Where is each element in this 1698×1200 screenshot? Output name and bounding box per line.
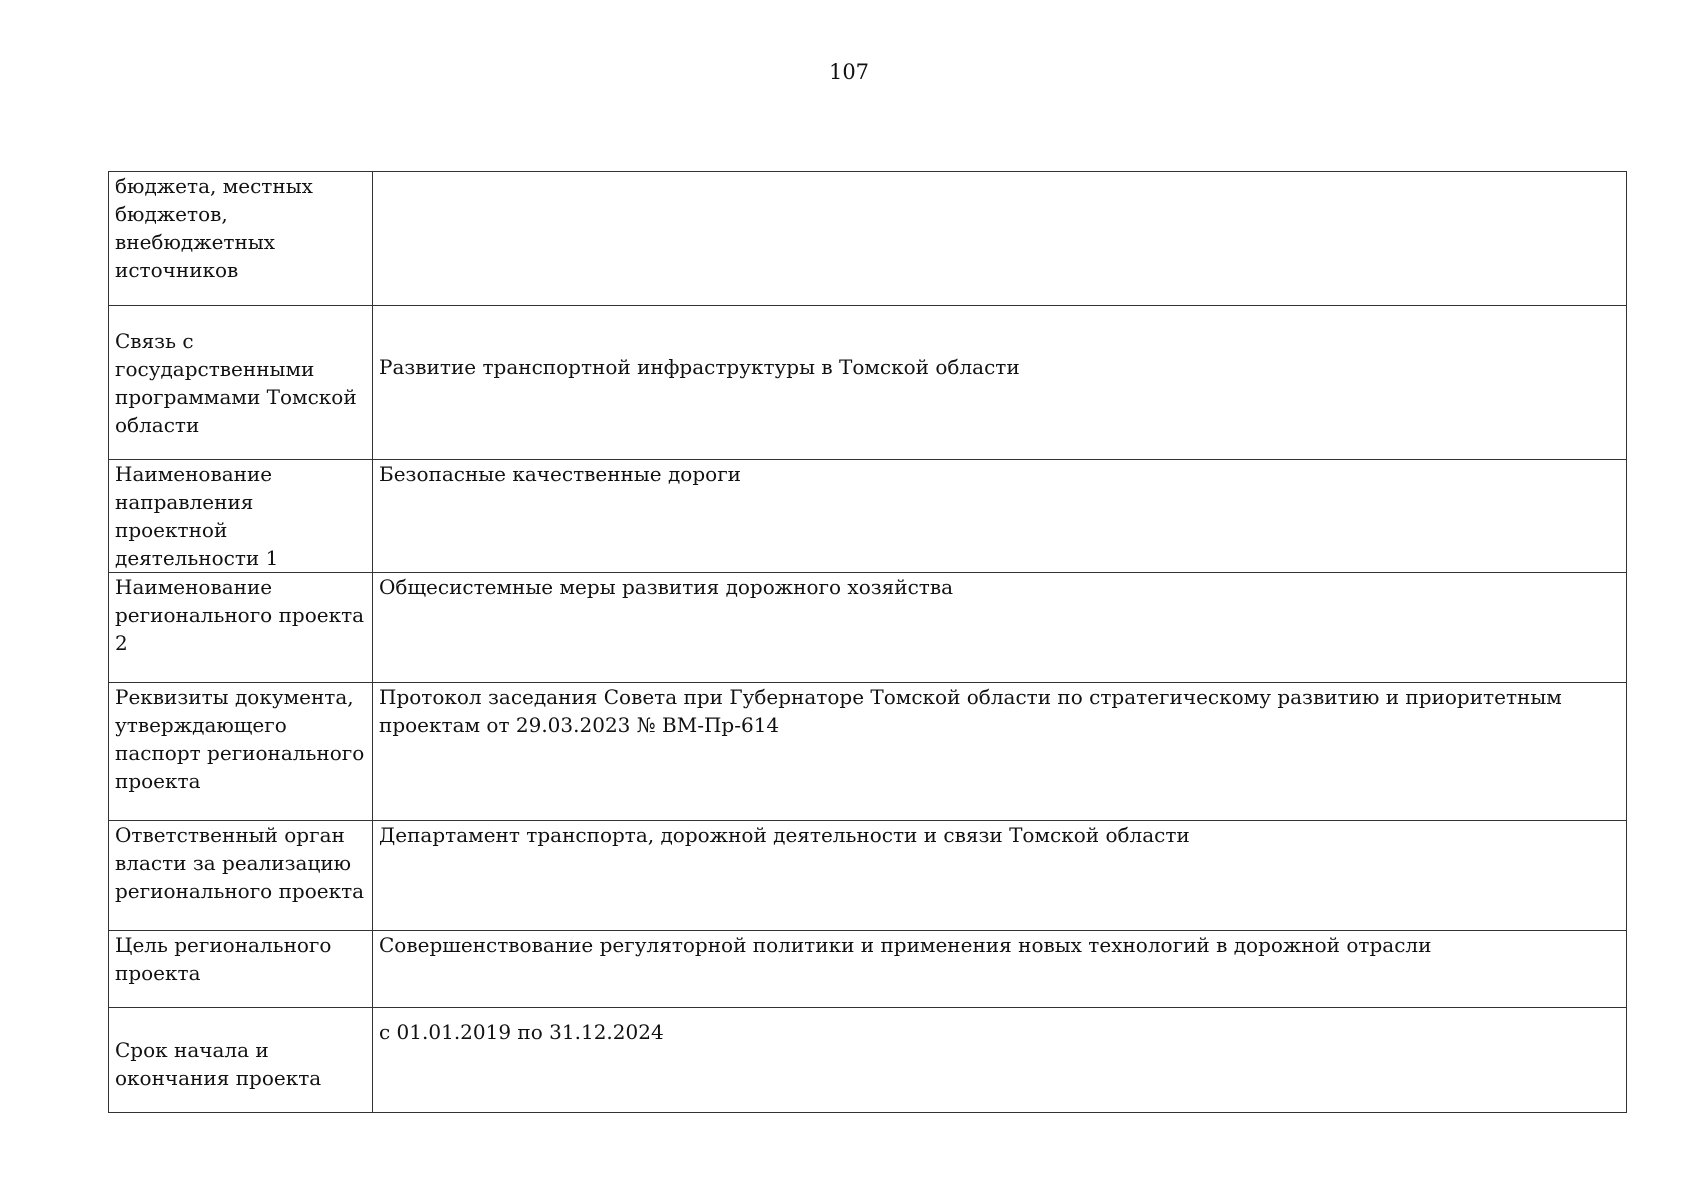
row-value-regional-project-name: Общесистемные меры развития дорожного хозяйства bbox=[373, 573, 1627, 683]
table-row bbox=[109, 460, 1627, 573]
row-value-state-programs: Развитие транспортной инфраструктуры в Томской области bbox=[373, 306, 1627, 460]
row-value-project-direction: Безопасные качественные дороги bbox=[373, 460, 1627, 573]
row-label-approving-document: Реквизиты документа, утверждающего паспорт регионального проекта bbox=[109, 683, 373, 821]
table-row bbox=[109, 683, 1627, 821]
row-label-project-goal: Цель регионального проекта bbox=[109, 931, 373, 1008]
row-label-funding-sources: бюджета, местных бюджетов, внебюджетных источников bbox=[109, 172, 373, 306]
row-value-responsible-authority: Департамент транспорта, дорожной деятельности и связи Томской области bbox=[373, 821, 1627, 931]
page-number: 107 bbox=[828, 60, 870, 84]
table-row bbox=[109, 821, 1627, 931]
project-passport-table bbox=[108, 171, 1627, 1113]
table-row bbox=[109, 306, 1627, 460]
table-row bbox=[109, 172, 1627, 306]
row-value-project-period: с 01.01.2019 по 31.12.2024 bbox=[373, 1008, 1627, 1113]
table-row bbox=[109, 573, 1627, 683]
row-label-responsible-authority: Ответственный орган власти за реализацию регионального проекта bbox=[109, 821, 373, 931]
table-row bbox=[109, 931, 1627, 1008]
row-value-funding-sources bbox=[373, 172, 1627, 306]
row-label-project-direction: Наименование направления проектной деятельности 1 bbox=[109, 460, 373, 573]
row-label-project-period: Срок начала и окончания проекта bbox=[109, 1008, 373, 1113]
row-value-project-goal: Совершенствование регуляторной политики и применения новых технологий в дорожной отрасли bbox=[373, 931, 1627, 1008]
row-value-approving-document: Протокол заседания Совета при Губернаторе Томской области по стратегическому развитию и приоритетным проектам от 29.03.2023 № ВМ-Пр-614 bbox=[373, 683, 1627, 821]
row-label-state-programs: Связь с государственными программами Томской области bbox=[109, 306, 373, 460]
row-label-regional-project-name: Наименование регионального проекта 2 bbox=[109, 573, 373, 683]
table-row bbox=[109, 1008, 1627, 1113]
